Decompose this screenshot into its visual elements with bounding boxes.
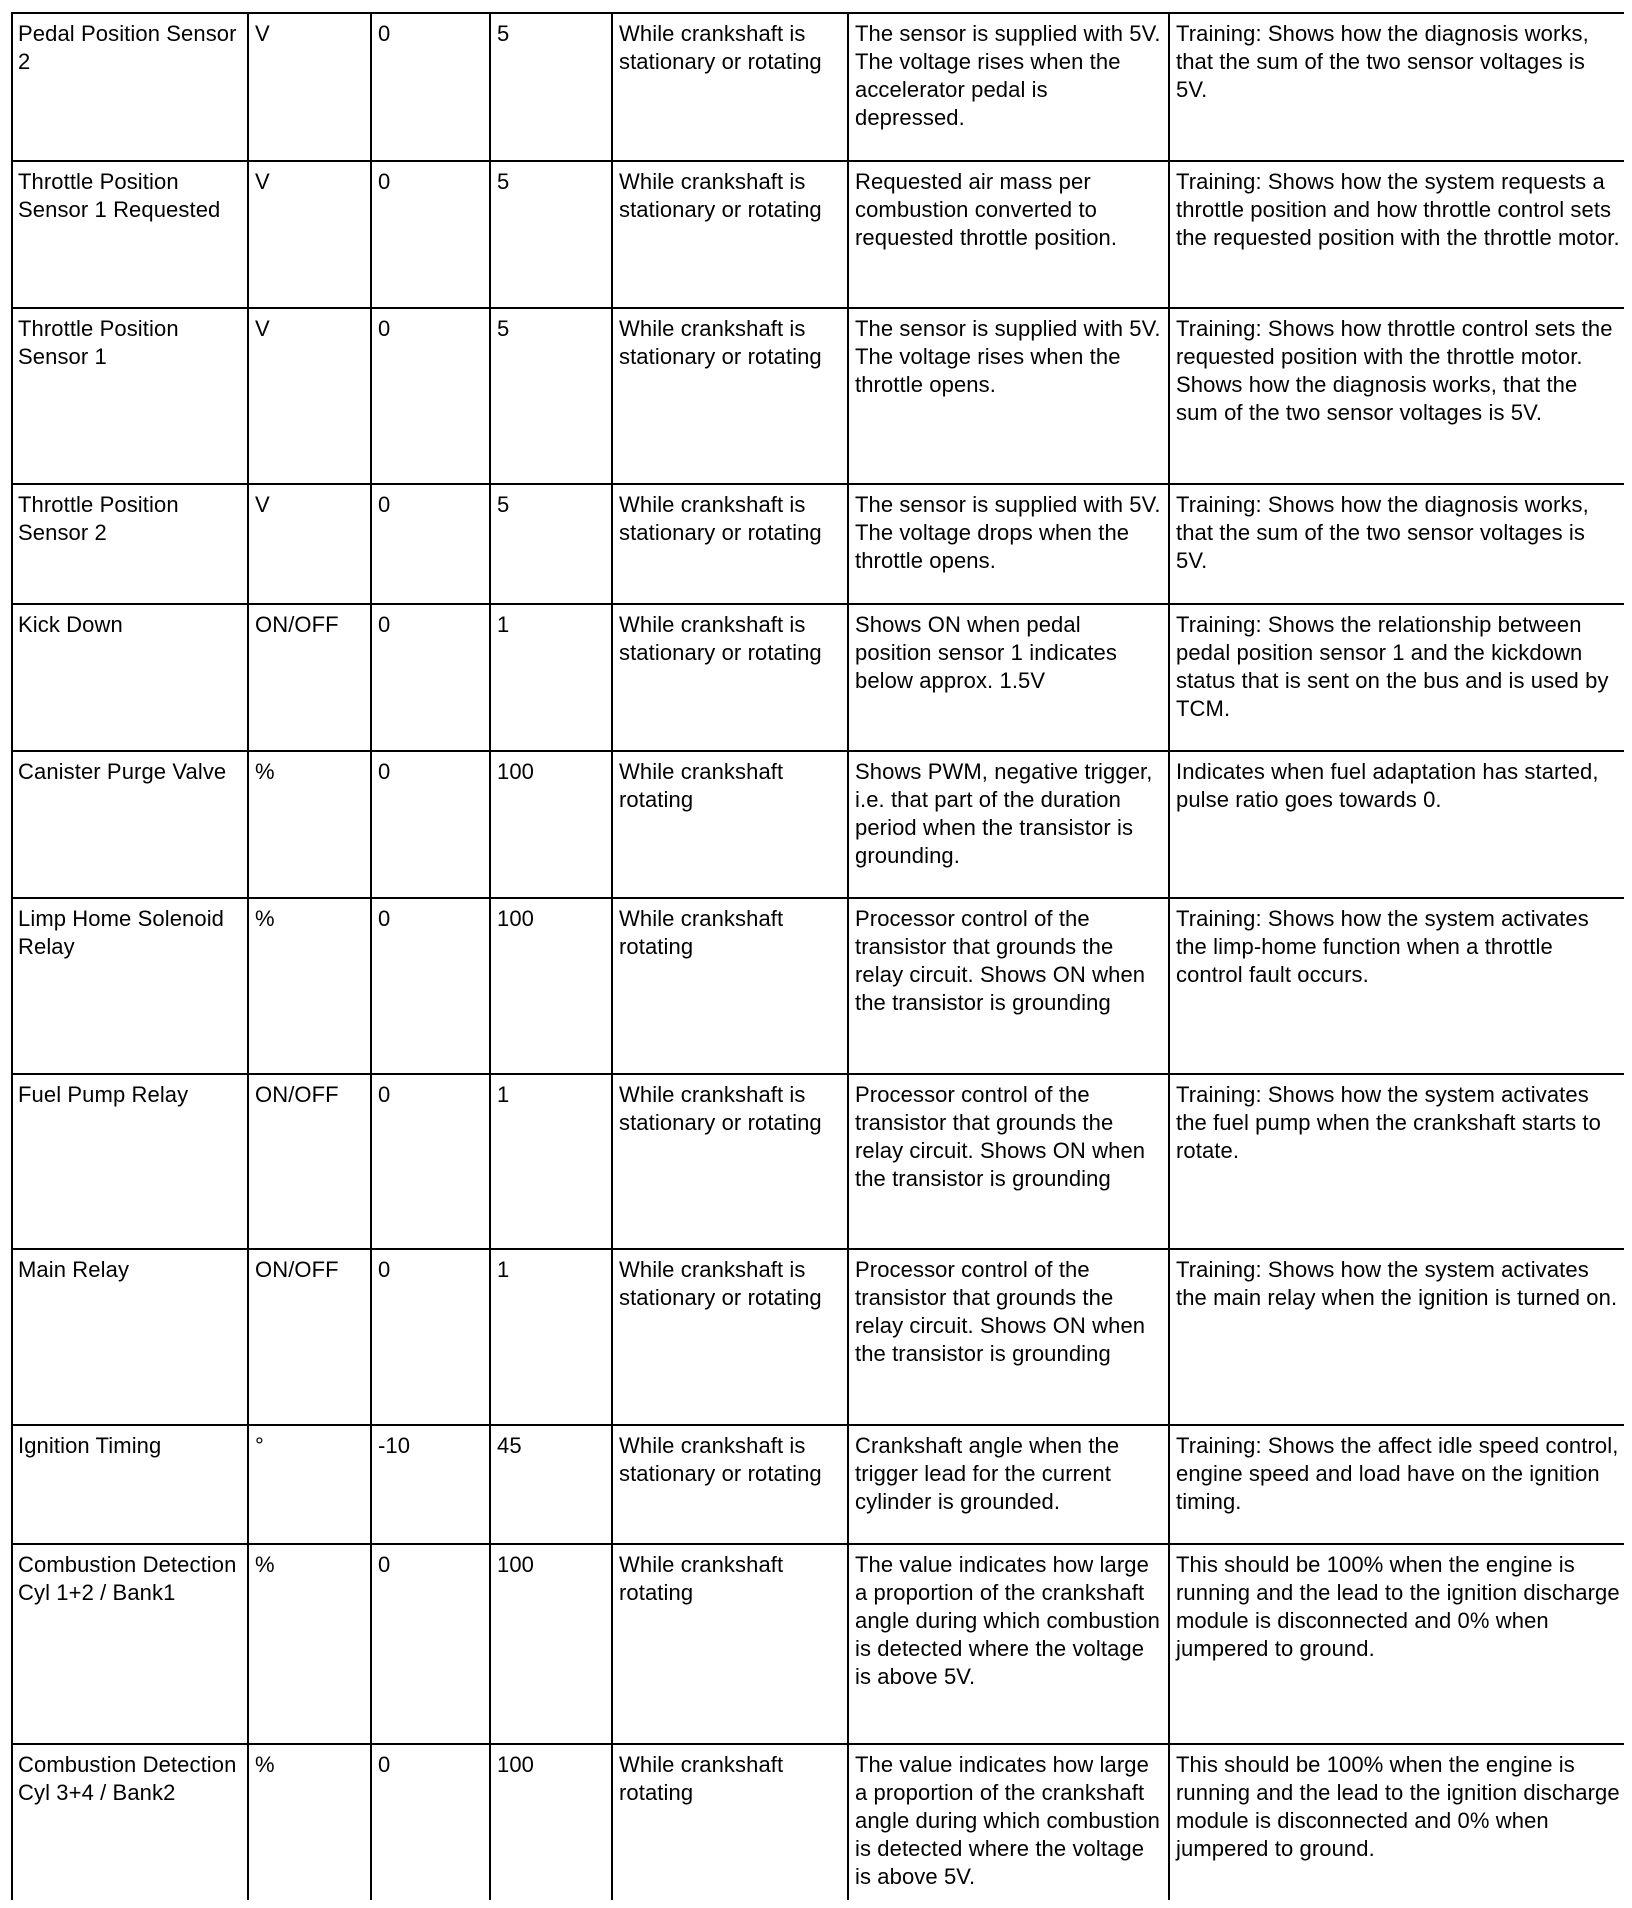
description-cell: Crankshaft angle when the trigger lead for the current cylinder is grounded. — [848, 1425, 1169, 1544]
condition-cell: While crankshaft is stationary or rotating — [612, 13, 848, 161]
max-value-cell: 100 — [490, 898, 612, 1074]
min-value-cell: 0 — [371, 1544, 490, 1744]
max-value-cell: 5 — [490, 308, 612, 484]
max-value-cell: 1 — [490, 1074, 612, 1249]
unit-cell: % — [248, 1744, 371, 1900]
comment-cell: This should be 100% when the engine is running and the lead to the ignition discharge module is disconnected and 0% when jumpered to ground. — [1169, 1744, 1624, 1900]
unit-cell: ON/OFF — [248, 1249, 371, 1425]
comment-cell: Training: Shows how throttle control sets the requested position with the throttle motor. Shows how the diagnosis works, that the sum of the two sensor voltages is 5V. — [1169, 308, 1624, 484]
unit-cell: % — [248, 751, 371, 898]
comment-cell: Training: Shows the affect idle speed control, engine speed and load have on the ignition timing. — [1169, 1425, 1624, 1544]
min-value-cell: 0 — [371, 1074, 490, 1249]
table-row — [12, 898, 1624, 1074]
min-value-cell: 0 — [371, 604, 490, 751]
condition-cell: While crankshaft is stationary or rotating — [612, 604, 848, 751]
table-row — [12, 604, 1624, 751]
max-value-cell: 100 — [490, 1744, 612, 1900]
parameter-name-cell: Combustion Detection Cyl 1+2 / Bank1 — [12, 1544, 248, 1744]
max-value-cell: 5 — [490, 161, 612, 308]
min-value-cell: 0 — [371, 13, 490, 161]
parameter-name-cell: Kick Down — [12, 604, 248, 751]
unit-cell: % — [248, 1544, 371, 1744]
description-cell: Shows PWM, negative trigger, i.e. that part of the duration period when the transistor is grounding. — [848, 751, 1169, 898]
comment-cell: Training: Shows how the diagnosis works, that the sum of the two sensor voltages is 5V. — [1169, 13, 1624, 161]
table-row — [12, 484, 1624, 604]
condition-cell: While crankshaft rotating — [612, 1744, 848, 1900]
table-row — [12, 1074, 1624, 1249]
condition-cell: While crankshaft rotating — [612, 1544, 848, 1744]
description-cell: Processor control of the transistor that grounds the relay circuit. Shows ON when the transistor is grounding — [848, 1249, 1169, 1425]
parameter-name-cell: Pedal Position Sensor 2 — [12, 13, 248, 161]
description-cell: Processor control of the transistor that grounds the relay circuit. Shows ON when the transistor is grounding — [848, 1074, 1169, 1249]
description-cell: Requested air mass per combustion converted to requested throttle position. — [848, 161, 1169, 308]
min-value-cell: 0 — [371, 484, 490, 604]
max-value-cell: 5 — [490, 13, 612, 161]
min-value-cell: 0 — [371, 308, 490, 484]
unit-cell: ON/OFF — [248, 604, 371, 751]
min-value-cell: 0 — [371, 161, 490, 308]
unit-cell: V — [248, 13, 371, 161]
min-value-cell: 0 — [371, 751, 490, 898]
comment-cell: Indicates when fuel adaptation has started, pulse ratio goes towards 0. — [1169, 751, 1624, 898]
parameter-name-cell: Ignition Timing — [12, 1425, 248, 1544]
comment-cell: Training: Shows how the system activates the limp-home function when a throttle control fault occurs. — [1169, 898, 1624, 1074]
max-value-cell: 5 — [490, 484, 612, 604]
unit-cell: % — [248, 898, 371, 1074]
description-cell: Shows ON when pedal position sensor 1 indicates below approx. 1.5V — [848, 604, 1169, 751]
unit-cell: V — [248, 484, 371, 604]
table-row — [12, 13, 1624, 161]
parameter-name-cell: Fuel Pump Relay — [12, 1074, 248, 1249]
table-row — [12, 161, 1624, 308]
parameter-name-cell: Throttle Position Sensor 1 — [12, 308, 248, 484]
max-value-cell: 100 — [490, 1544, 612, 1744]
max-value-cell: 1 — [490, 1249, 612, 1425]
unit-cell: V — [248, 161, 371, 308]
unit-cell: ON/OFF — [248, 1074, 371, 1249]
condition-cell: While crankshaft is stationary or rotating — [612, 161, 848, 308]
condition-cell: While crankshaft is stationary or rotating — [612, 1425, 848, 1544]
min-value-cell: -10 — [371, 1425, 490, 1544]
table-row — [12, 751, 1624, 898]
comment-cell: This should be 100% when the engine is running and the lead to the ignition discharge module is disconnected and 0% when jumpered to ground. — [1169, 1544, 1624, 1744]
parameter-name-cell: Canister Purge Valve — [12, 751, 248, 898]
parameter-name-cell: Combustion Detection Cyl 3+4 / Bank2 — [12, 1744, 248, 1900]
condition-cell: While crankshaft is stationary or rotating — [612, 1249, 848, 1425]
parameter-name-cell: Throttle Position Sensor 1 Requested — [12, 161, 248, 308]
description-cell: The sensor is supplied with 5V. The voltage rises when the throttle opens. — [848, 308, 1169, 484]
max-value-cell: 100 — [490, 751, 612, 898]
unit-cell: ° — [248, 1425, 371, 1544]
comment-cell: Training: Shows how the system requests a throttle position and how throttle control sets the requested position with the throttle motor. — [1169, 161, 1624, 308]
max-value-cell: 45 — [490, 1425, 612, 1544]
min-value-cell: 0 — [371, 1744, 490, 1900]
parameter-table — [11, 12, 1624, 1900]
table-row — [12, 1544, 1624, 1744]
condition-cell: While crankshaft is stationary or rotating — [612, 308, 848, 484]
table-row — [12, 308, 1624, 484]
parameter-name-cell: Throttle Position Sensor 2 — [12, 484, 248, 604]
table-row — [12, 1425, 1624, 1544]
comment-cell: Training: Shows how the diagnosis works, that the sum of the two sensor voltages is 5V. — [1169, 484, 1624, 604]
condition-cell: While crankshaft rotating — [612, 898, 848, 1074]
parameter-name-cell: Main Relay — [12, 1249, 248, 1425]
parameter-name-cell: Limp Home Solenoid Relay — [12, 898, 248, 1074]
unit-cell: V — [248, 308, 371, 484]
min-value-cell: 0 — [371, 898, 490, 1074]
condition-cell: While crankshaft is stationary or rotating — [612, 1074, 848, 1249]
comment-cell: Training: Shows the relationship between pedal position sensor 1 and the kickdown status that is sent on the bus and is used by TCM. — [1169, 604, 1624, 751]
min-value-cell: 0 — [371, 1249, 490, 1425]
description-cell: The sensor is supplied with 5V. The voltage drops when the throttle opens. — [848, 484, 1169, 604]
description-cell: The value indicates how large a proportion of the crankshaft angle during which combustion is detected where the voltage is above 5V. — [848, 1544, 1169, 1744]
description-cell: The sensor is supplied with 5V. The voltage rises when the accelerator pedal is depressed. — [848, 13, 1169, 161]
condition-cell: While crankshaft is stationary or rotating — [612, 484, 848, 604]
description-cell: The value indicates how large a proportion of the crankshaft angle during which combustion is detected where the voltage is above 5V. — [848, 1744, 1169, 1900]
comment-cell: Training: Shows how the system activates the main relay when the ignition is turned on. — [1169, 1249, 1624, 1425]
comment-cell: Training: Shows how the system activates the fuel pump when the crankshaft starts to rotate. — [1169, 1074, 1624, 1249]
table-row — [12, 1744, 1624, 1900]
condition-cell: While crankshaft rotating — [612, 751, 848, 898]
max-value-cell: 1 — [490, 604, 612, 751]
table-row — [12, 1249, 1624, 1425]
description-cell: Processor control of the transistor that grounds the relay circuit. Shows ON when the transistor is grounding — [848, 898, 1169, 1074]
